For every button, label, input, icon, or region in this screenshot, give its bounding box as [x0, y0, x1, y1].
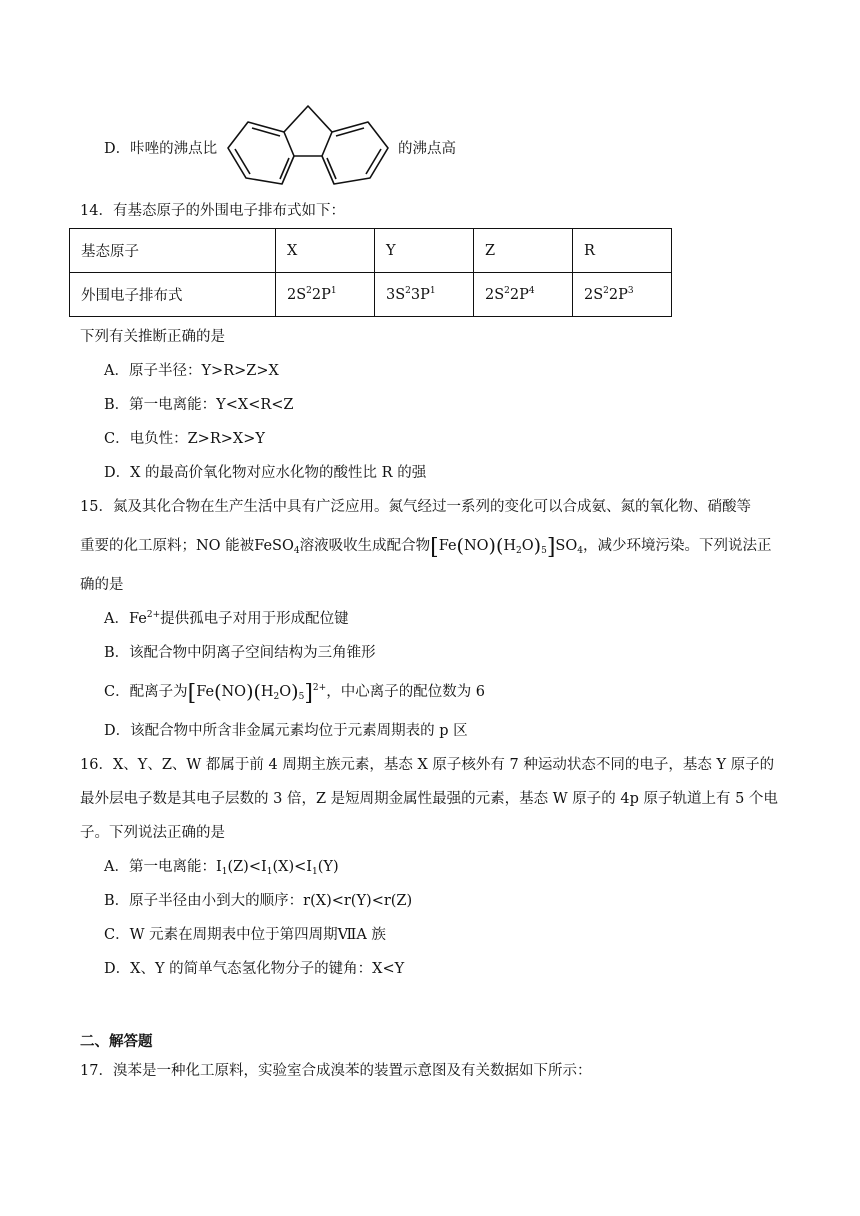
electron-config-table: [69, 228, 672, 317]
q13-option-d-prefix: D．咔唑的沸点比: [104, 141, 218, 157]
q15-line3: 确的是: [80, 577, 124, 593]
q14-question: 下列有关推断正确的是: [80, 329, 225, 345]
q13-option-d: [104, 139, 217, 159]
config-x: $2S^22P^1$: [276, 273, 375, 317]
q14-stem: 14．有基态原子的外围电子排布式如下：: [80, 203, 345, 219]
q13-option-d-suffix: 的沸点高: [398, 141, 456, 157]
q16-option-d: D．X、Y 的简单气态氢化物分子的键角：X<Y: [104, 961, 405, 977]
complex-formula: $[Fe(NO)(H_2O)_5]SO_4$: [430, 535, 583, 560]
q14-option-b: B．第一电离能：Y<X<R<Z: [104, 397, 294, 413]
fluorene-structure-image: [222, 104, 394, 188]
q15-line2: 重要的化工原料；NO 能被FeSO$_4$溶液吸收生成配合物$[Fe(NO)(H_2O)_5]SO_4$，减少环境污染。下列说法正: [80, 535, 772, 560]
atom-x: X: [276, 229, 375, 273]
atom-r: R: [573, 229, 672, 273]
q14-option-d: D．X 的最高价氧化物对应水化物的酸性比 R 的强: [104, 465, 427, 481]
q15-line1: 15．氮及其化合物在生产生活中具有广泛应用。氮气经过一系列的变化可以合成氨、氮的氧化物、硝酸等: [80, 499, 751, 515]
q16-option-a: A．第一电离能：$I_1(Z)<I_1(X)<I_1(Y)$: [104, 859, 339, 877]
table-row: [70, 229, 672, 273]
config-r: $2S^22P^3$: [573, 273, 672, 317]
config-z: $2S^22P^4$: [474, 273, 573, 317]
table-header-label: 基态原子: [70, 229, 276, 273]
atom-z: Z: [474, 229, 573, 273]
q15-option-b: B．该配合物中阴离子空间结构为三角锥形: [104, 645, 376, 661]
table-row: [70, 273, 672, 317]
atom-y: Y: [375, 229, 474, 273]
q17-line1: 17．溴苯是一种化工原料，实验室合成溴苯的装置示意图及有关数据如下所示：: [80, 1063, 592, 1079]
q14-option-c: C．电负性：Z>R>X>Y: [104, 431, 265, 447]
q16-line3: 子。下列说法正确的是: [80, 825, 225, 841]
q16-option-b: B．原子半径由小到大的顺序：r(X)<r(Y)<r(Z): [104, 893, 413, 909]
q15-option-a: A．$Fe^{2+}$提供孤电子对用于形成配位键: [104, 610, 349, 627]
q16-option-c: C．W 元素在周期表中位于第四周期ⅦA 族: [104, 927, 386, 943]
q16-line2: 最外层电子数是其电子层数的 3 倍，Z 是短周期金属性最强的元素，基态 W 原子的 4p 原子轨道上有 5 个电: [80, 791, 778, 807]
q14-option-a: A．原子半径：Y>R>Z>X: [104, 363, 279, 379]
q15-option-c: C．配离子为$[Fe(NO)(H_2O)_5]^{2+}$，中心离子的配位数为 6: [104, 681, 486, 706]
section-heading: 二、解答题: [80, 1033, 153, 1050]
q15-option-d: D．该配合物中所含非金属元素均位于元素周期表的 p 区: [104, 723, 468, 739]
table-row-label: 外围电子排布式: [70, 273, 276, 317]
complex-ion-formula: $[Fe(NO)(H_2O)_5]^{2+}$: [187, 681, 327, 706]
q16-line1: 16．X、Y、Z、W 都属于前 4 周期主族元素，基态 X 原子核外有 7 种运动状态不同的电子，基态 Y 原子的: [80, 757, 775, 773]
config-y: $3S^23P^1$: [375, 273, 474, 317]
